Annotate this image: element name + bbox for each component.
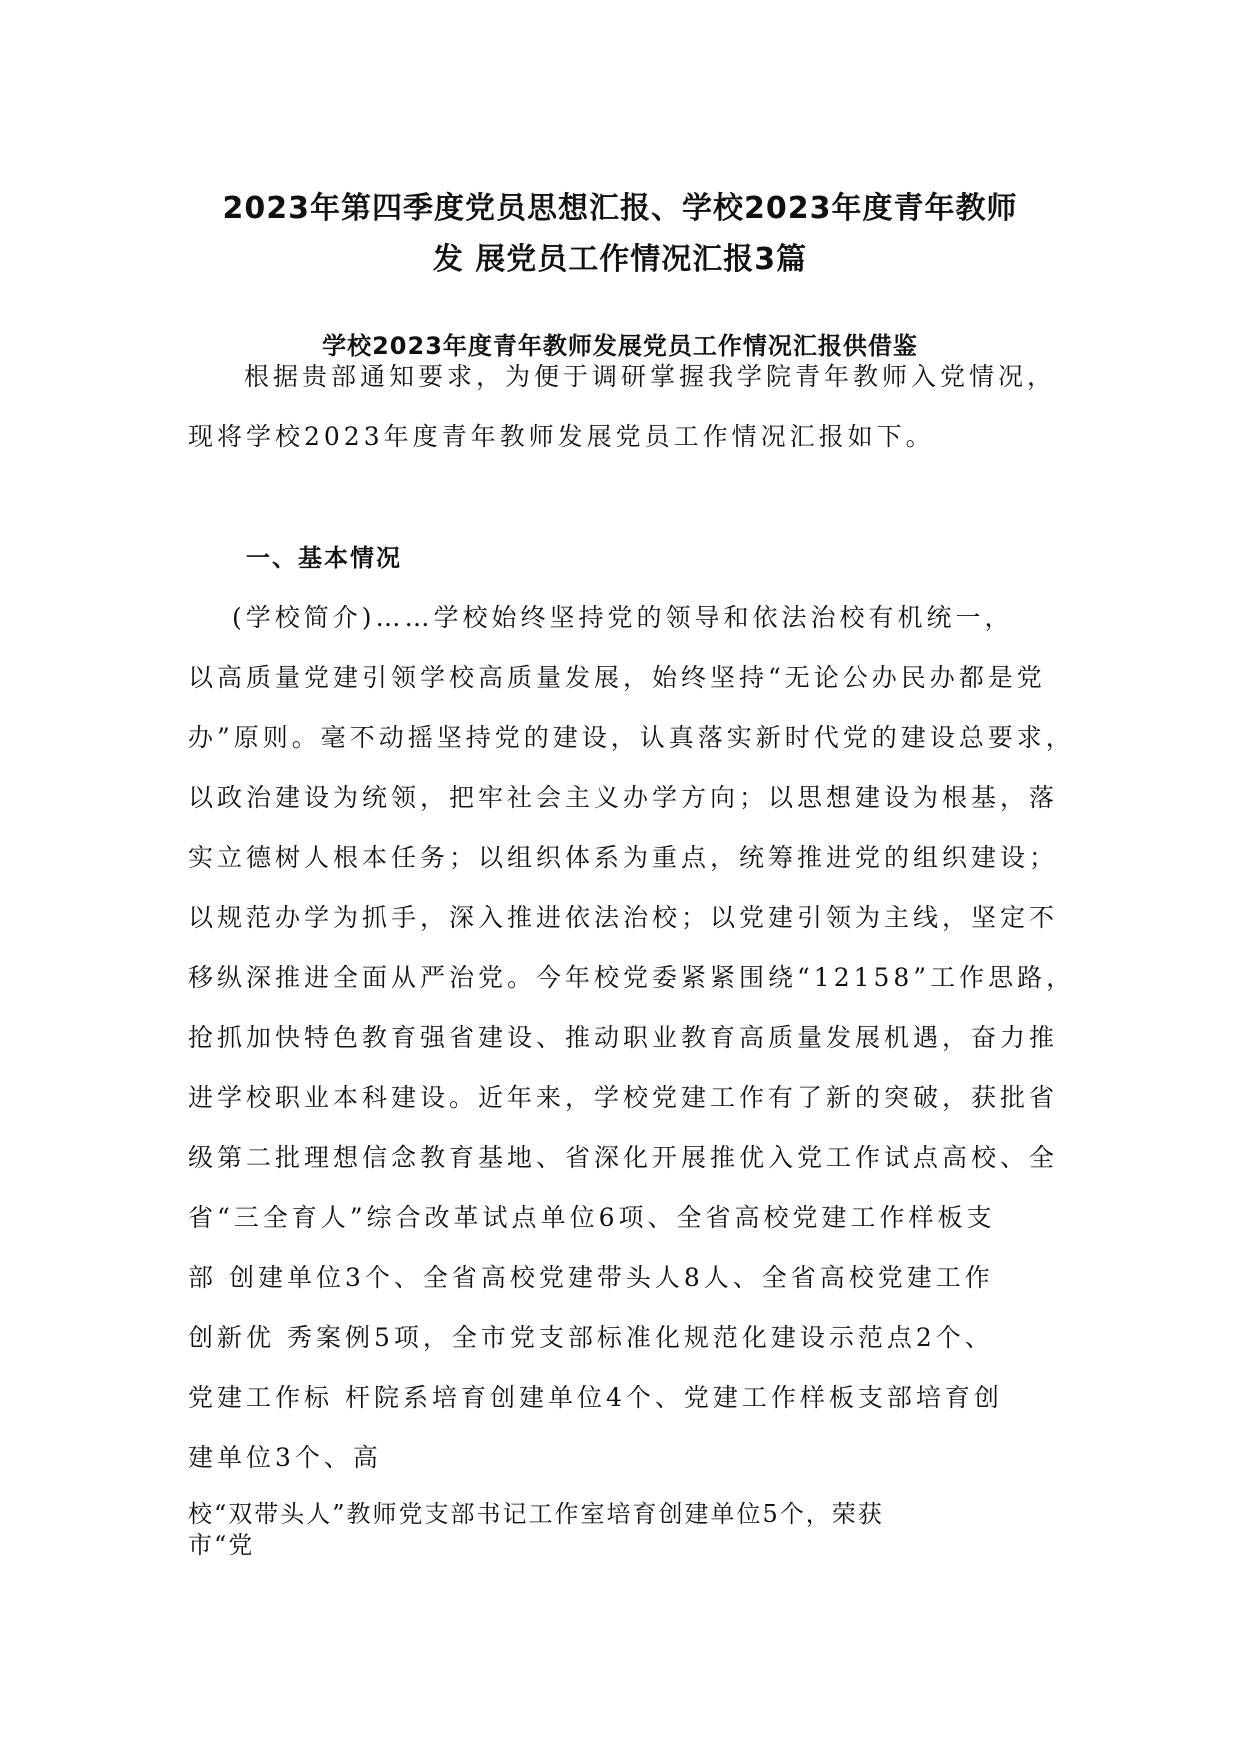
intro-line-2: 现将学校2023年度青年教师发展党员工作情况汇报如下。 (188, 422, 935, 451)
body-line-15: 建单位3个、高 (188, 1443, 382, 1472)
body-line-9: 进学校职业本科建设。近年来，学校党建工作有了新的突破，获批省 (188, 1083, 1059, 1112)
body-line-2: 以高质量党建引领学校高质量发展，始终坚持“无论公办民办都是党 (188, 663, 1046, 692)
tail-line-2: 市“党 (188, 1531, 255, 1559)
document-title-line1: 2023年第四季度党员思想汇报、学校2023年度青年教师 (222, 191, 1018, 226)
body-line-7: 移纵深推进全面从严治党。今年校党委紧紧围绕“12158”工作思路， (188, 963, 1076, 992)
body-line-3: 办”原则。毫不动摇坚持党的建设，认真落实新时代党的建设总要求， (188, 723, 1075, 752)
document-title-line2: 发 展党员工作情况汇报3篇 (432, 242, 808, 277)
body-line-10: 级第二批理想信念教育基地、省深化开展推优入党工作试点高校、全 (188, 1143, 1059, 1172)
document-subtitle: 学校2023年度青年教师发展党员工作情况汇报供借鉴 (322, 332, 918, 360)
body-line-8: 抢抓加快特色教育强省建设、推动职业教育高质量发展机遇，奋力推 (188, 1023, 1059, 1052)
body-line-6: 以规范办学为抓手，深入推进依法治校；以党建引领为主线，坚定不 (188, 903, 1059, 932)
body-line-13: 创新优 秀案例5项，全市党支部标准化规范化建设示范点2个、 (188, 1323, 994, 1352)
body-line-12: 部 创建单位3个、全省高校党建带头人8人、全省高校党建工作 (188, 1263, 994, 1292)
body-line-11: 省“三全育人”综合改革试点单位6项、全省高校党建工作样板支 (188, 1203, 996, 1232)
body-line-5: 实立德树人根本任务；以组织体系为重点，统筹推进党的组织建设； (188, 843, 1059, 872)
section-heading: 一、基本情况 (246, 544, 402, 572)
body-line-14: 党建工作标 杆院系培育创建单位4个、党建工作样板支部培育创 (188, 1383, 1003, 1412)
tail-line-1: 校“双带头人”教师党支部书记工作室培育创建单位5个，荣获 (188, 1500, 884, 1528)
body-line-1: (学校简介)……学校始终坚持党的领导和依法治校有机统一， (232, 603, 1014, 632)
body-line-4: 以政治建设为统领，把牢社会主义办学方向；以思想建设为根基，落 (188, 783, 1059, 812)
intro-line-1: 根据贵部通知要求，为便于调研掌握我学院青年教师入党情况， (244, 362, 1057, 391)
